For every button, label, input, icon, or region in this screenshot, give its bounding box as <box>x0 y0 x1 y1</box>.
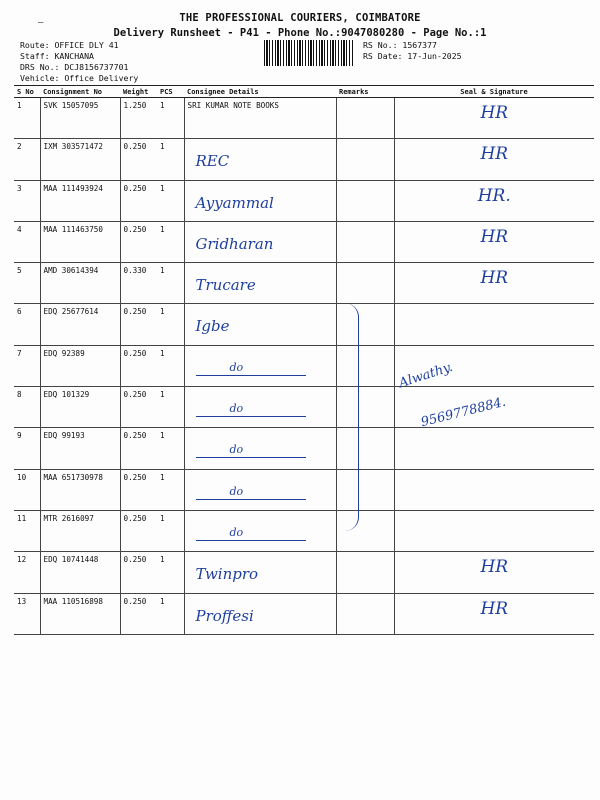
row-signature <box>394 552 594 593</box>
ditto-text: do <box>229 360 244 374</box>
row-signature <box>394 469 594 510</box>
row-pcs: 1 <box>157 510 184 551</box>
row-consignment: MAA 651730978 <box>40 469 120 510</box>
bracket-mark <box>330 303 359 531</box>
table-row <box>14 139 594 180</box>
col-seal: Seal & Signature <box>394 86 594 98</box>
row-signature <box>394 98 594 139</box>
row-consignee <box>184 593 336 634</box>
corner-mark: – <box>38 18 44 28</box>
row-signature <box>394 180 594 221</box>
table-row <box>14 510 594 551</box>
table-row <box>14 469 594 510</box>
rs-date: RS Date: 17-Jun-2025 <box>363 51 462 61</box>
row-pcs: 1 <box>157 469 184 510</box>
row-pcs: 1 <box>157 98 184 139</box>
table-row <box>14 593 594 634</box>
row-consignee <box>184 221 336 262</box>
row-sno: 8 <box>14 387 40 428</box>
row-consignment: EDQ 101329 <box>40 387 120 428</box>
row-sno: 1 <box>14 98 40 139</box>
ditto-mark <box>196 400 306 417</box>
row-remarks <box>336 139 394 180</box>
row-consignee <box>184 304 336 345</box>
row-remarks <box>336 263 394 304</box>
row-consignment: EDQ 99193 <box>40 428 120 469</box>
row-consignee <box>184 469 336 510</box>
staff: Staff: KANCHANA <box>20 51 94 61</box>
ditto-text: do <box>229 402 244 416</box>
row-weight: 0.250 <box>120 387 157 428</box>
consignee-handwritten: Proffesi <box>195 606 254 625</box>
row-consignee <box>184 428 336 469</box>
row-consignment: SVK 15057095 <box>40 98 120 139</box>
row-consignee <box>184 387 336 428</box>
row-sno: 9 <box>14 428 40 469</box>
row-weight: 0.250 <box>120 139 157 180</box>
row-consignment: MAA 110516898 <box>40 593 120 634</box>
col-weight: Weight <box>120 86 157 98</box>
row-weight: 1.250 <box>120 98 157 139</box>
table-row <box>14 180 594 221</box>
row-sno: 10 <box>14 469 40 510</box>
row-consignment: MAA 111463750 <box>40 221 120 262</box>
row-consignment: AMD 30614394 <box>40 263 120 304</box>
row-signature <box>394 510 594 551</box>
table-row <box>14 552 594 593</box>
row-weight: 0.250 <box>120 552 157 593</box>
signature-initials: HR <box>480 268 509 289</box>
row-sno: 11 <box>14 510 40 551</box>
consignee-handwritten: Ayyammal <box>195 193 274 212</box>
row-weight: 0.250 <box>120 345 157 386</box>
row-sno: 2 <box>14 139 40 180</box>
consignee-handwritten: REC <box>195 152 230 171</box>
table-row <box>14 98 594 139</box>
row-pcs: 1 <box>157 180 184 221</box>
row-consignment: EDQ 10741448 <box>40 552 120 593</box>
row-signature <box>394 304 594 345</box>
row-consignment: MTR 2616097 <box>40 510 120 551</box>
row-consignment: EDQ 92389 <box>40 345 120 386</box>
col-consignment: Consignment No <box>40 86 120 98</box>
row-consignment: MAA 111493924 <box>40 180 120 221</box>
signature-initials: HR <box>480 144 509 165</box>
route: Route: OFFICE DLY 41 <box>20 40 119 50</box>
signature-initials: HR <box>480 226 509 247</box>
col-remarks: Remarks <box>336 86 394 98</box>
row-pcs: 1 <box>157 139 184 180</box>
table-row <box>14 263 594 304</box>
signature-initials: HR <box>480 557 509 578</box>
vehicle: Vehicle: Office Delivery <box>20 73 139 83</box>
row-pcs: 1 <box>157 428 184 469</box>
table-row <box>14 304 594 345</box>
row-signature <box>394 263 594 304</box>
ditto-text: do <box>229 525 244 539</box>
ditto-mark <box>196 524 306 541</box>
table-header-row <box>14 86 594 98</box>
row-weight: 0.250 <box>120 221 157 262</box>
consignee-handwritten: Igbe <box>195 317 230 336</box>
row-sno: 4 <box>14 221 40 262</box>
row-signature <box>394 139 594 180</box>
delivery-table <box>14 85 594 635</box>
row-pcs: 1 <box>157 304 184 345</box>
rs-number: RS No.: 1567377 <box>363 40 437 50</box>
signature-initials: HR. <box>477 185 511 206</box>
consignee-handwritten: Gridharan <box>195 234 274 253</box>
row-sno: 5 <box>14 263 40 304</box>
row-weight: 0.250 <box>120 304 157 345</box>
row-remarks <box>336 552 394 593</box>
row-pcs: 1 <box>157 387 184 428</box>
runsheet-meta-left <box>20 40 138 84</box>
ditto-mark <box>196 441 306 458</box>
consignee-handwritten: Twinpro <box>195 565 259 584</box>
row-sno: 12 <box>14 552 40 593</box>
row-sno: 6 <box>14 304 40 345</box>
table-row <box>14 221 594 262</box>
row-weight: 0.250 <box>120 469 157 510</box>
row-remarks <box>336 180 394 221</box>
row-consignee <box>184 98 336 139</box>
signature-initials: HR <box>480 103 509 123</box>
row-pcs: 1 <box>157 221 184 262</box>
row-signature <box>394 221 594 262</box>
col-sno: S No <box>14 86 40 98</box>
col-pcs: PCS <box>157 86 184 98</box>
row-consignee <box>184 345 336 386</box>
table-row <box>14 428 594 469</box>
ditto-text: do <box>229 443 244 457</box>
signature-initials: HR <box>480 598 509 619</box>
consignee-handwritten: Trucare <box>195 276 256 295</box>
row-consignment: EDQ 25677614 <box>40 304 120 345</box>
row-consignee <box>184 180 336 221</box>
row-weight: 0.250 <box>120 180 157 221</box>
row-sno: 7 <box>14 345 40 386</box>
company-title: THE PROFESSIONAL COURIERS, COIMBATORE <box>179 12 421 24</box>
row-consignee <box>184 552 336 593</box>
row-remarks <box>336 593 394 634</box>
row-weight: 0.330 <box>120 263 157 304</box>
row-weight: 0.250 <box>120 510 157 551</box>
ditto-mark <box>196 483 306 500</box>
row-weight: 0.250 <box>120 593 157 634</box>
row-consignee <box>184 510 336 551</box>
table-row <box>14 345 594 386</box>
consignee-printed: SRI KUMAR NOTE BOOKS <box>187 101 279 110</box>
receiver-phone: 9569778884. <box>419 394 508 431</box>
ditto-mark <box>196 359 306 376</box>
receiver-signature: Alwathy. <box>397 359 455 392</box>
row-sno: 13 <box>14 593 40 634</box>
row-sno: 3 <box>14 180 40 221</box>
runsheet-meta-right <box>363 40 462 62</box>
row-consignment: IXM 303571472 <box>40 139 120 180</box>
row-consignee <box>184 139 336 180</box>
ditto-text: do <box>229 484 244 498</box>
row-pcs: 1 <box>157 552 184 593</box>
runsheet-subtitle: Delivery Runsheet - P41 - Phone No.:9047080280 - Page No.:1 <box>113 27 487 39</box>
row-pcs: 1 <box>157 593 184 634</box>
barcode <box>264 40 354 66</box>
row-remarks <box>336 98 394 139</box>
row-pcs: 1 <box>157 263 184 304</box>
drs-number: DRS No.: DCJ8156737701 <box>20 62 129 72</box>
row-remarks <box>336 221 394 262</box>
row-weight: 0.250 <box>120 428 157 469</box>
col-consignee: Consignee Details <box>184 86 336 98</box>
row-consignee <box>184 263 336 304</box>
row-pcs: 1 <box>157 345 184 386</box>
row-signature <box>394 428 594 469</box>
row-signature <box>394 593 594 634</box>
